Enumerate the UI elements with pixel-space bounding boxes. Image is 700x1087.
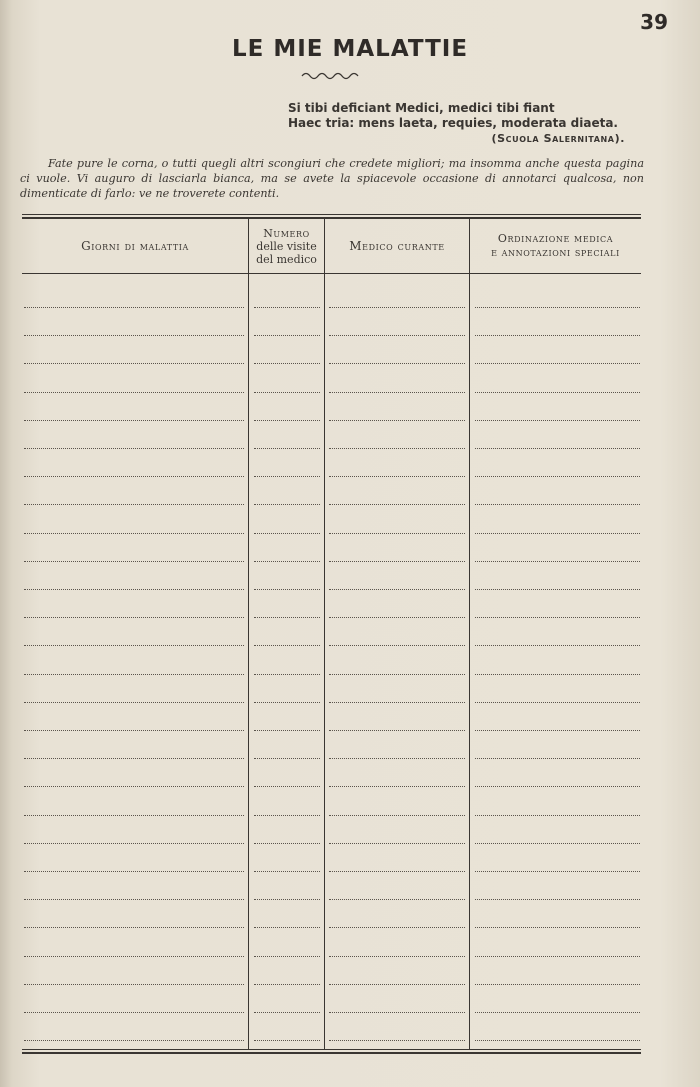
column-header-visits-line-3: del medico <box>256 252 317 266</box>
column-header-visits-line-2: delle visite <box>256 239 317 253</box>
write-in-line <box>329 1040 465 1041</box>
write-in-line <box>254 786 320 787</box>
write-in-line <box>254 871 320 872</box>
write-in-line <box>24 899 244 900</box>
write-in-line <box>329 307 465 308</box>
write-in-line <box>254 956 320 957</box>
intro-paragraph: Fate pure le corna, o tutti quegli altri scongiuri che credete migliori; ma insomma anche questa pagina ci vuole. Vi auguro di lasciarla bianca, ma se avete la spiacevole occasione di annotarci qualcosa, non dimenticate di farlo: ve ne troverete contenti. <box>20 157 644 200</box>
table-header-rule <box>22 273 641 274</box>
write-in-line <box>329 363 465 364</box>
table-top-rule-1 <box>22 214 641 215</box>
write-in-line <box>475 589 640 590</box>
write-in-line <box>475 307 640 308</box>
table-bottom-rule-2 <box>22 1052 641 1054</box>
column-header-days-text: Giorni di malattia <box>81 239 189 253</box>
write-in-line <box>24 533 244 534</box>
write-in-line <box>24 1012 244 1013</box>
column-header-doctor-text: Medico curante <box>349 239 445 253</box>
write-in-line <box>329 702 465 703</box>
write-in-line <box>254 307 320 308</box>
write-in-line <box>254 617 320 618</box>
write-in-line <box>254 476 320 477</box>
write-in-line <box>24 420 244 421</box>
write-in-line <box>329 561 465 562</box>
write-in-line <box>475 533 640 534</box>
write-in-line <box>254 504 320 505</box>
write-in-line <box>475 420 640 421</box>
column-divider-3 <box>469 219 470 1049</box>
write-in-line <box>24 871 244 872</box>
write-in-line <box>254 335 320 336</box>
write-in-line <box>254 984 320 985</box>
write-in-line <box>475 758 640 759</box>
write-in-line <box>329 730 465 731</box>
write-in-line <box>254 392 320 393</box>
write-in-line <box>475 815 640 816</box>
page-number: 39 <box>640 10 668 34</box>
write-in-line <box>254 843 320 844</box>
write-in-line <box>24 504 244 505</box>
write-in-line <box>329 927 465 928</box>
write-in-line <box>24 843 244 844</box>
write-in-line <box>24 363 244 364</box>
write-in-line <box>475 561 640 562</box>
write-in-line <box>475 504 640 505</box>
write-in-line <box>254 927 320 928</box>
write-in-line <box>329 420 465 421</box>
write-in-line <box>475 617 640 618</box>
write-in-line <box>329 984 465 985</box>
write-in-line <box>329 899 465 900</box>
write-in-line <box>475 476 640 477</box>
write-in-line <box>475 392 640 393</box>
write-in-line <box>475 899 640 900</box>
write-in-line <box>254 758 320 759</box>
write-in-line <box>24 758 244 759</box>
write-in-line <box>329 617 465 618</box>
epigraph <box>288 101 628 146</box>
write-in-line <box>329 645 465 646</box>
write-in-line <box>24 476 244 477</box>
page-title: LE MIE MALATTIE <box>231 36 469 62</box>
write-in-line <box>254 702 320 703</box>
write-in-line <box>475 843 640 844</box>
write-in-line <box>254 589 320 590</box>
write-in-line <box>329 589 465 590</box>
column-divider-2 <box>324 219 325 1049</box>
epigraph-line-2: Haec tria: mens laeta, requies, moderata diaeta. <box>288 116 618 130</box>
write-in-line <box>475 786 640 787</box>
write-in-line <box>475 448 640 449</box>
write-in-line <box>24 307 244 308</box>
column-header-orders-line-1: Ordinazione medica <box>497 232 614 245</box>
write-in-line <box>329 871 465 872</box>
write-in-line <box>24 815 244 816</box>
write-in-line <box>254 674 320 675</box>
write-in-line <box>475 984 640 985</box>
epigraph-source: (Scuola Salernitana). <box>491 132 625 145</box>
column-header-orders-line-2: e annotazioni speciali <box>491 246 620 259</box>
write-in-line <box>24 645 244 646</box>
write-in-line <box>329 815 465 816</box>
write-in-line <box>254 533 320 534</box>
table-bottom-rule-1 <box>22 1049 641 1050</box>
write-in-line <box>24 561 244 562</box>
write-in-line <box>254 899 320 900</box>
write-in-line <box>254 1040 320 1041</box>
write-in-line <box>475 730 640 731</box>
write-in-line <box>24 617 244 618</box>
write-in-line <box>475 927 640 928</box>
epigraph-line-1: Si tibi deficiant Medici, medici tibi fiant <box>288 101 555 115</box>
write-in-line <box>254 815 320 816</box>
write-in-line <box>24 335 244 336</box>
write-in-line <box>24 984 244 985</box>
write-in-line <box>24 786 244 787</box>
write-in-line <box>329 674 465 675</box>
write-in-line <box>475 871 640 872</box>
write-in-line <box>475 956 640 957</box>
write-in-line <box>24 927 244 928</box>
write-in-line <box>329 392 465 393</box>
write-in-line <box>329 448 465 449</box>
ornament-squiggle <box>300 70 360 80</box>
write-in-line <box>329 956 465 957</box>
write-in-line <box>475 1040 640 1041</box>
write-in-line <box>254 448 320 449</box>
write-in-line <box>24 1040 244 1041</box>
write-in-line <box>475 363 640 364</box>
write-in-line <box>254 1012 320 1013</box>
write-in-line <box>475 702 640 703</box>
write-in-line <box>329 1012 465 1013</box>
write-in-line <box>24 674 244 675</box>
write-in-line <box>254 363 320 364</box>
write-in-line <box>475 674 640 675</box>
write-in-line <box>254 645 320 646</box>
write-in-line <box>475 335 640 336</box>
column-header-visits <box>249 219 324 273</box>
write-in-line <box>24 956 244 957</box>
write-in-line <box>475 645 640 646</box>
column-divider-1 <box>248 219 249 1049</box>
write-in-line <box>475 1012 640 1013</box>
column-header-visits-line-1: Numero <box>263 226 310 240</box>
write-in-line <box>24 589 244 590</box>
write-in-line <box>254 420 320 421</box>
write-in-line <box>254 561 320 562</box>
write-in-line <box>24 392 244 393</box>
write-in-line <box>329 476 465 477</box>
column-header-doctor <box>325 219 469 273</box>
write-in-line <box>254 730 320 731</box>
write-in-line <box>329 758 465 759</box>
write-in-line <box>329 504 465 505</box>
column-header-days <box>22 219 248 273</box>
write-in-line <box>329 335 465 336</box>
write-in-line <box>329 786 465 787</box>
write-in-line <box>329 843 465 844</box>
write-in-line <box>329 533 465 534</box>
column-header-orders <box>470 219 641 273</box>
write-in-line <box>24 730 244 731</box>
write-in-line <box>24 702 244 703</box>
write-in-line <box>24 448 244 449</box>
